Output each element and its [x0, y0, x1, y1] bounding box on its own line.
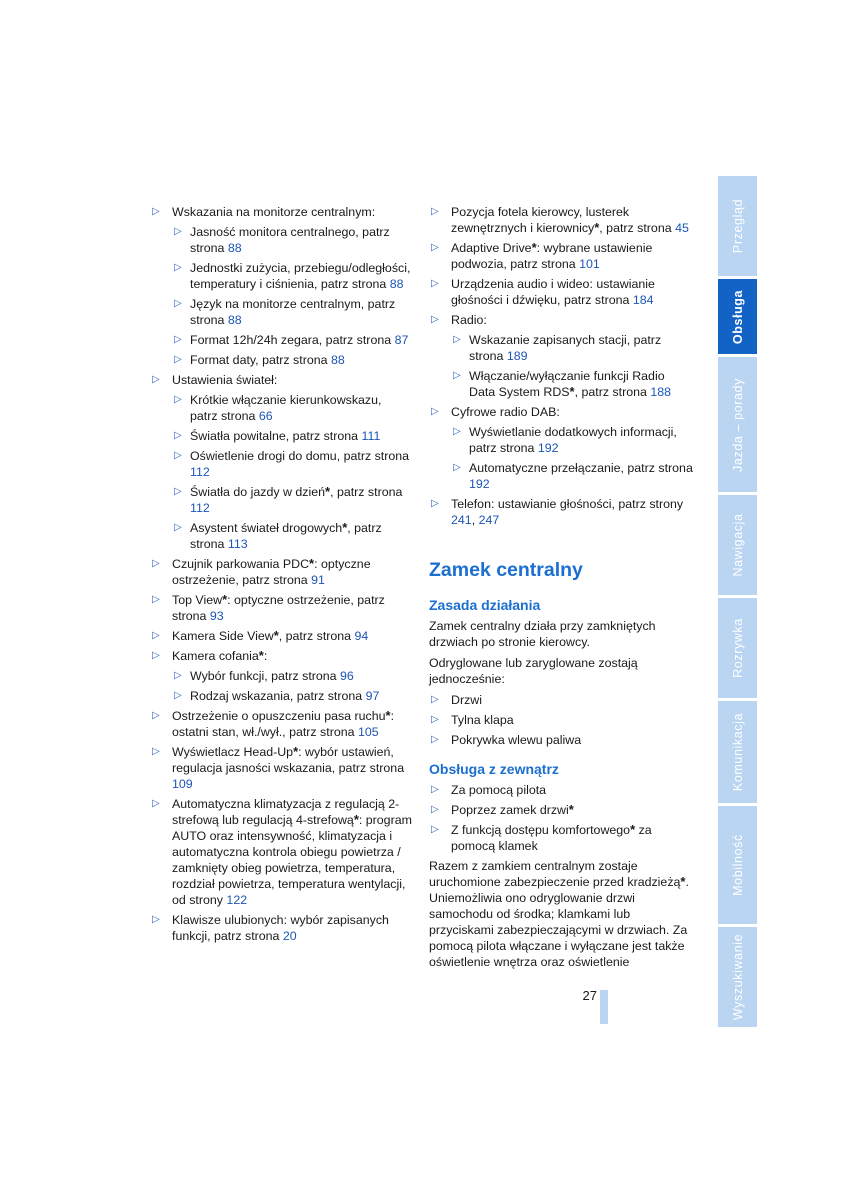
side-tab-label: Jazda – porady [730, 377, 745, 472]
list-item: ▷ Krótkie włączanie kierunkowskazu, patrz strona 66 [172, 392, 412, 424]
list-item: ▷ Wyświetlanie dodatkowych informacji, patrz strona 192 [451, 424, 693, 456]
side-tab-label: Nawigacja [730, 513, 745, 577]
option-asterisk: * [325, 484, 331, 499]
page-link[interactable]: 122 [226, 893, 248, 907]
page-number: 27 [582, 988, 597, 1003]
option-asterisk: * [594, 220, 600, 235]
list-item: ▷ Rodzaj wskazania, patrz strona 97 [172, 688, 412, 704]
right-column [429, 204, 693, 975]
page-link[interactable]: 105 [357, 725, 379, 739]
list-item: ▷ Kamera cofania*: ▷ Wybór funkcji, patrz strona 96 ▷ Rodzaj wskazania, patrz strona 97 [150, 648, 412, 704]
page-link[interactable]: 87 [394, 333, 409, 347]
side-tab-label: Rozrywka [730, 618, 745, 678]
option-asterisk: * [569, 384, 575, 399]
list-item: ▷ Tylna klapa [429, 712, 693, 728]
list-item: ▷ Oświetlenie drogi do domu, patrz strona 112 [172, 448, 412, 480]
page-number-bar [600, 990, 608, 1024]
list-item: ▷ Wskazanie zapisanych stacji, patrz strona 189 [451, 332, 693, 364]
outside-operation-list [429, 782, 693, 854]
list-item: ▷ Cyfrowe radio DAB: ▷ Wyświetlanie dodatkowych informacji, patrz strona 192 ▷ Automatyczne przełączanie, patrz strona 192 [429, 404, 693, 492]
side-tab-label: Mobilność [730, 834, 745, 896]
page-link[interactable]: 91 [311, 573, 325, 587]
page-link[interactable]: 66 [258, 409, 273, 423]
list-item: ▷ Telefon: ustawianie głośności, patrz strony 241, 247 [429, 496, 693, 528]
list-item: ▷ Automatyczne przełączanie, patrz strona 192 [451, 460, 693, 492]
option-asterisk: * [293, 744, 299, 759]
list-item: ▷ Poprzez zamek drzwi* [429, 802, 693, 818]
page-link[interactable]: 20 [282, 929, 297, 943]
page-link[interactable]: 88 [227, 313, 242, 327]
option-asterisk: * [353, 812, 359, 827]
page-link[interactable]: 112 [190, 501, 210, 515]
list-item: ▷ Światła powitalne, patrz strona 111 [172, 428, 412, 444]
page-link[interactable]: 184 [632, 293, 654, 307]
page-link[interactable]: 45 [675, 221, 689, 235]
side-tab[interactable] [718, 927, 757, 1027]
option-asterisk: * [309, 556, 315, 571]
sub-list [172, 392, 412, 552]
list-item: ▷ Ostrzeżenie o opuszczeniu pasa ruchu*: ostatni stan, wł./wył., patrz strona 105 [150, 708, 412, 740]
list-item: ▷ Format daty, patrz strona 88 [172, 352, 412, 368]
list-item: ▷ Top View*: optyczne ostrzeżenie, patrz strona 93 [150, 592, 412, 624]
page-link[interactable]: 188 [650, 385, 672, 399]
principle-paragraph-2: Odryglowane lub zaryglowane zostają jednocześnie: [429, 656, 638, 686]
side-tab[interactable] [718, 806, 757, 924]
side-tab[interactable] [718, 495, 757, 595]
page-link[interactable]: 96 [340, 669, 354, 683]
list-item: ▷ Pozycja fotela kierowcy, lusterek zewnętrznych i kierownicy*, patrz strona 45 [429, 204, 693, 236]
page-link[interactable]: 192 [537, 441, 559, 455]
list-item: ▷ Język na monitorze centralnym, patrz strona 88 [172, 296, 412, 328]
side-tab[interactable] [718, 701, 757, 803]
list-item: ▷ Drzwi [429, 692, 693, 708]
list-item: ▷ Klawisze ulubionych: wybór zapisanych funkcji, patrz strona 20 [150, 912, 412, 944]
anti-theft-paragraph: Razem z zamkiem centralnym zostaje uruchomione zabezpieczenie przed kradzieżą*. Uniemożliwia ono odryglowanie drzwi samochodu od środka; klamkami lub przyciskami zabezpieczającymi w drzwiach. Za pomocą pilota włączane i wyłączane jest także oświetlenie wnętrza oraz oświetlenie [429, 859, 689, 969]
option-asterisk: * [258, 648, 264, 663]
side-tab-label: Wyszukiwanie [730, 933, 745, 1021]
list-item: ▷ Ustawienia świateł: ▷ Krótkie włączanie kierunkowskazu, patrz strona 66 ▷ Światła powitalne, patrz strona 111 ▷ Oświetlenie drogi do domu, patrz strona 112 ▷ Światła do jazdy w dzień*, patrz strona 112 ▷ Asystent świateł drogowych*, patrz strona 113 [150, 372, 412, 552]
list-item: ▷ Wyświetlacz Head-Up*: wybór ustawień, regulacja jasności wskazania, patrz strona 109 [150, 744, 412, 792]
side-tab-label: Przegląd [730, 198, 745, 254]
settings-list-continued [429, 204, 693, 528]
list-item: ▷ Wybór funkcji, patrz strona 96 [172, 668, 412, 684]
settings-list [150, 204, 412, 944]
list-item: ▷ Jasność monitora centralnego, patrz strona 88 [172, 224, 412, 256]
page-link[interactable]: 109 [172, 777, 193, 791]
option-asterisk: * [222, 592, 228, 607]
page-link[interactable]: 113 [227, 537, 248, 551]
side-tab-label: Komunikacja [730, 712, 745, 792]
side-tab-label: Obsługa [730, 289, 745, 344]
page-link[interactable]: 192 [469, 477, 490, 491]
list-item: ▷ Asystent świateł drogowych*, patrz strona 113 [172, 520, 412, 552]
side-tab[interactable] [718, 357, 757, 492]
list-item: ▷ Światła do jazdy w dzień*, patrz strona 112 [172, 484, 412, 516]
principle-heading: Zasada działania [429, 597, 541, 613]
left-column [150, 204, 412, 948]
page-link[interactable]: 88 [389, 277, 404, 291]
list-item: ▷ Adaptive Drive*: wybrane ustawienie podwozia, patrz strona 101 [429, 240, 693, 272]
list-item: ▷ Wskazania na monitorze centralnym: ▷ Jasność monitora centralnego, patrz strona 88 ▷ Jednostki zużycia, przebiegu/odległości, temperatury i ciśnienia, patrz strona 88 ▷ Język na monitorze centralnym, patrz strona 88 ▷ Format 12h/24h zegara, patrz strona 87 ▷ Format daty, patrz strona 88 [150, 204, 412, 368]
sub-list [451, 424, 693, 492]
sub-list [172, 668, 412, 704]
option-asterisk: * [342, 520, 348, 535]
list-item: ▷ Jednostki zużycia, przebiegu/odległości, temperatury i ciśnienia, patrz strona 88 [172, 260, 412, 292]
side-tab[interactable] [718, 279, 757, 354]
side-tab[interactable] [718, 598, 757, 698]
page-link[interactable]: 247 [478, 513, 500, 527]
list-item: ▷ Kamera Side View*, patrz strona 94 [150, 628, 412, 644]
outside-operation-heading: Obsługa z zewnątrz [429, 761, 559, 777]
page-link[interactable]: 88 [330, 353, 345, 367]
section-title: Zamek centralny [429, 559, 583, 581]
page-link[interactable]: 111 [361, 429, 381, 443]
page-link[interactable]: 112 [190, 465, 210, 479]
page-link[interactable]: 241 [451, 513, 472, 527]
sub-list [172, 224, 412, 368]
sub-list [451, 332, 693, 400]
page-link[interactable]: 94 [354, 629, 369, 643]
list-item: ▷ Włączanie/wyłączanie funkcji Radio Data System RDS*, patrz strona 188 [451, 368, 693, 400]
list-item: ▷ Z funkcją dostępu komfortowego* za pomocą klamek [429, 822, 693, 854]
list-item: ▷ Automatyczna klimatyzacja z regulacją 2-strefową lub regulacją 4-strefową*: program AUTO oraz intensywność, klimatyzacja i automatyczna kontrola obiegu powietrza / zamknięty obieg powietrza, temperatura, rozdział powietrza, temperatura wentylacji, od strony 122 [150, 796, 412, 908]
page-link[interactable]: 101 [579, 257, 600, 271]
option-asterisk: * [273, 628, 279, 643]
side-tab[interactable] [718, 176, 757, 276]
list-item: ▷ Pokrywka wlewu paliwa [429, 732, 693, 748]
principle-paragraph-1: Zamek centralny działa przy zamkniętych drzwiach po stronie kierowcy. [429, 619, 656, 649]
page-link[interactable]: 189 [506, 349, 528, 363]
page-link[interactable]: 88 [227, 241, 242, 255]
list-item: ▷ Urządzenia audio i wideo: ustawianie głośności i dźwięku, patrz strona 184 [429, 276, 693, 308]
page-link[interactable]: 93 [209, 609, 224, 623]
list-item: ▷ Czujnik parkowania PDC*: optyczne ostrzeżenie, patrz strona 91 [150, 556, 412, 588]
option-asterisk: * [531, 240, 537, 255]
list-item: ▷ Radio: ▷ Wskazanie zapisanych stacji, patrz strona 189 ▷ Włączanie/wyłączanie funkcji Radio Data System RDS*, patrz strona 188 [429, 312, 693, 400]
list-item: ▷ Za pomocą pilota [429, 782, 693, 798]
unlock-parts-list [429, 692, 693, 748]
page-link[interactable]: 97 [365, 689, 380, 703]
list-item: ▷ Format 12h/24h zegara, patrz strona 87 [172, 332, 412, 348]
side-tab-index [718, 176, 757, 1030]
option-asterisk: * [385, 708, 391, 723]
